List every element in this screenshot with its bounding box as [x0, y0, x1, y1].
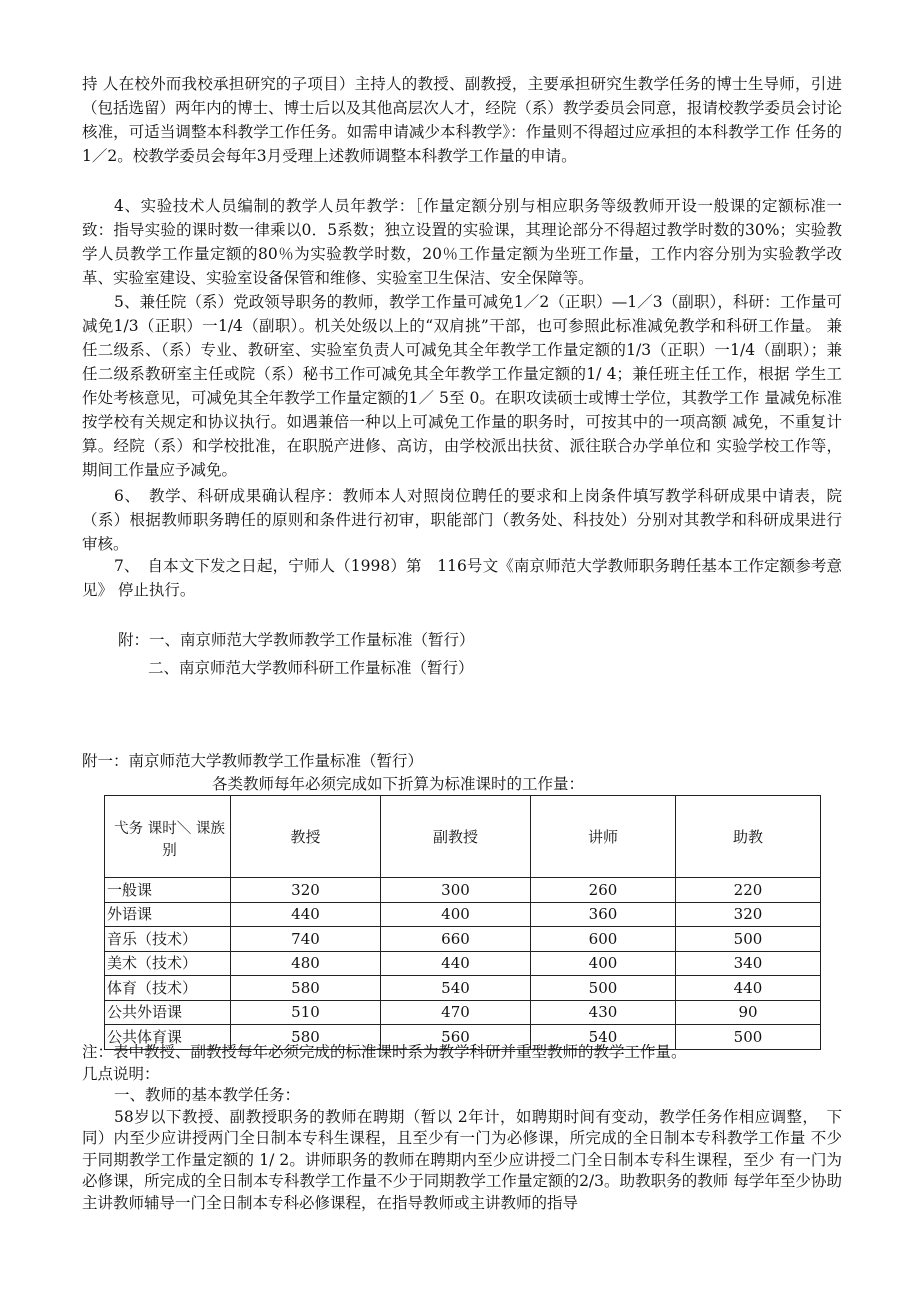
table-cell: 90	[676, 1000, 821, 1025]
paragraph-teaching-adjustment	[82, 72, 842, 168]
appendix-title: 附一：南京师范大学教师教学工作量标准（暂行）	[82, 752, 424, 770]
table-row	[105, 927, 821, 952]
table-cell: 500	[676, 927, 821, 952]
paragraph-text: 6、 教学、科研成果确认程序：教师本人对照岗位聘任的要求和上岗条件填写教学科研成果中请表，院（系）根据教师职务聘任的原则和条件进行初审，职能部门（教务处、科技处）分别对其教学和科研成果进行 审核。	[82, 487, 842, 553]
attachment-item-2: 二、南京师范大学教师科研工作量标准（暂行）	[148, 659, 474, 677]
table-cell: 580	[231, 976, 381, 1001]
table-cell: 480	[231, 951, 381, 976]
table-cell: 260	[531, 878, 676, 903]
notes-heading: 几点说明：	[82, 1064, 160, 1083]
table-cell: 580	[231, 1025, 381, 1050]
paragraph-lab-staff	[82, 194, 842, 290]
attachment-item-1: 附：一、南京师范大学教师教学工作量标准（暂行）	[118, 631, 475, 649]
table-row	[105, 902, 821, 927]
row-category: 一般课	[105, 878, 231, 903]
table-header-row	[105, 796, 821, 878]
notes-section	[82, 1042, 842, 1214]
paragraph-text: 持 人在校外而我校承担研究的子项目）主持人的教授、副教授，主要承担研究生教学任务的博士生导师，引进（包括选留）两年内的博士、博士后以及其他高层次人才，经院（系）教学委员会同意，报请校教学委员会讨论 核准，可适当调整本科教学工作任务。如需申请减少本科教学》：作量则不得超过应承担的本科教学工作 任务的1／2。校教学委员会每年3月受理上述教师调整本科教学工作量的申请。	[82, 75, 842, 165]
table-cell: 300	[381, 878, 531, 903]
table-note: 注：表中教授、副教授每年必须完成的标准课时系为教学科研并重型教师的教学工作量。	[82, 1043, 687, 1061]
row-category: 公共体育课	[105, 1025, 231, 1050]
table-cell: 440	[676, 976, 821, 1001]
table-cell: 320	[231, 878, 381, 903]
table-cell: 320	[676, 902, 821, 927]
workload-table	[104, 795, 821, 1050]
table-row	[105, 1000, 821, 1025]
table-cell: 440	[381, 951, 531, 976]
table-row	[105, 976, 821, 1001]
header-lecturer: 讲师	[531, 796, 676, 878]
section-heading: 一、教师的基本教学任务：	[114, 1086, 301, 1104]
paragraph-text: 5、兼任院（系）党政领导职务的教师，教学工作量可减免1／2（正职）—1／3（副职），科研：工作量可 减免1/3（正职）一1/4（副职）。机关处级以上的“双肩挑”干部，也可参照此标准减免教学和科研工作量。 兼任二级系、（系）专业、教研室、实验室负责人可减免其全年教学工作量定额的1/3（正职）一1/4（副职）；兼任二级系教研室主任或院（系）秘书工作可减免其全年教学工作量定额的1/ 4；兼任班主任工作，根据 学生工作处考核意见，可减免其全年教学工作量定额的1／ 5至 0。在职攻读硕士或博士学位，其教学工作 量减免标准按学校有关规定和协议执行。如遇兼倍一种以上可减免工作量的职务时，可按其中的一项高额 减免，不重复计算。经院（系）和学校批准，在职脱产进修、高访，由学校派出扶贫、派往联合办学单位和 实验学校工作等，期间工作量应予减免。	[82, 293, 842, 479]
table-cell: 400	[531, 951, 676, 976]
table-cell: 660	[381, 927, 531, 952]
row-category: 公共外语课	[105, 1000, 231, 1025]
paragraph-text: 4、实验技术人员编制的教学人员年教学：［作量定额分别与相应职务等级教师开设一般课的定额标准一致：指导实验的课时数一律乘以0．5系数；独立设置的实验课，其理论部分不得超过教学时数的30%；实验教学人员教学工作量定额的80％为实验教学时数，20％工作量定额为坐班工作量，工作内容分别为实验教学改革、实验室建设、实验室设备保管和维修、实验室卫生保洁、安全保障等。	[82, 197, 842, 287]
table-cell: 500	[676, 1025, 821, 1050]
attachment-list	[118, 626, 475, 682]
table-cell: 400	[381, 902, 531, 927]
table-cell: 600	[531, 927, 676, 952]
paragraph-text: 7、 自本文下发之日起，宁师人（1998）第 116号文《南京师范大学教师职务聘任基本工作定额参考意见》 停止执行。	[82, 557, 842, 599]
table-row	[105, 878, 821, 903]
table-cell: 220	[676, 878, 821, 903]
row-category: 外语课	[105, 902, 231, 927]
table-cell: 360	[531, 902, 676, 927]
row-category: 音乐（技术）	[105, 927, 231, 952]
table-cell: 340	[676, 951, 821, 976]
table-cell: 540	[531, 1025, 676, 1050]
section-body: 58岁以下教授、副教授职务的教师在聘期（暂以 2年计，如聘期时间有变动，教学任务作相应调整， 下同）内至少应讲授两门全日制本专科生课程，且至少有一门为必修课，所完成的全日制本专科教学工作量 不少于同期教学工作量定额的 1/ 2。讲师职务的教师在聘期内至少应讲授二门全日制本专科生课程，至少 有一门为必修课，所完成的全日制本专科教学工作量不少于同期教学工作量定额的2/3。助教职务的教师 每学年至少协助主讲教师辅导一门全日制本专科必修课程，在指导教师或主讲教师的指导	[82, 1107, 842, 1212]
table-cell: 560	[381, 1025, 531, 1050]
paragraph-confirmation-procedure	[82, 484, 842, 556]
header-associate-professor: 副教授	[381, 796, 531, 878]
table-corner-cell: 弋务 课时＼ 课族别	[105, 796, 231, 878]
table-cell: 740	[231, 927, 381, 952]
paragraph-effective-date	[82, 554, 842, 602]
table-caption: 各类教师每年必须完成如下折算为标准课时的工作量：	[212, 775, 585, 793]
table-cell: 440	[231, 902, 381, 927]
row-category: 美术（技术）	[105, 951, 231, 976]
table-cell: 470	[381, 1000, 531, 1025]
row-category: 体育（技术）	[105, 976, 231, 1001]
header-assistant: 助教	[676, 796, 821, 878]
table-cell: 510	[231, 1000, 381, 1025]
table-cell: 430	[531, 1000, 676, 1025]
table-row	[105, 951, 821, 976]
table-cell: 500	[531, 976, 676, 1001]
table-cell: 540	[381, 976, 531, 1001]
paragraph-leadership-reduction	[82, 290, 842, 482]
header-professor: 教授	[231, 796, 381, 878]
